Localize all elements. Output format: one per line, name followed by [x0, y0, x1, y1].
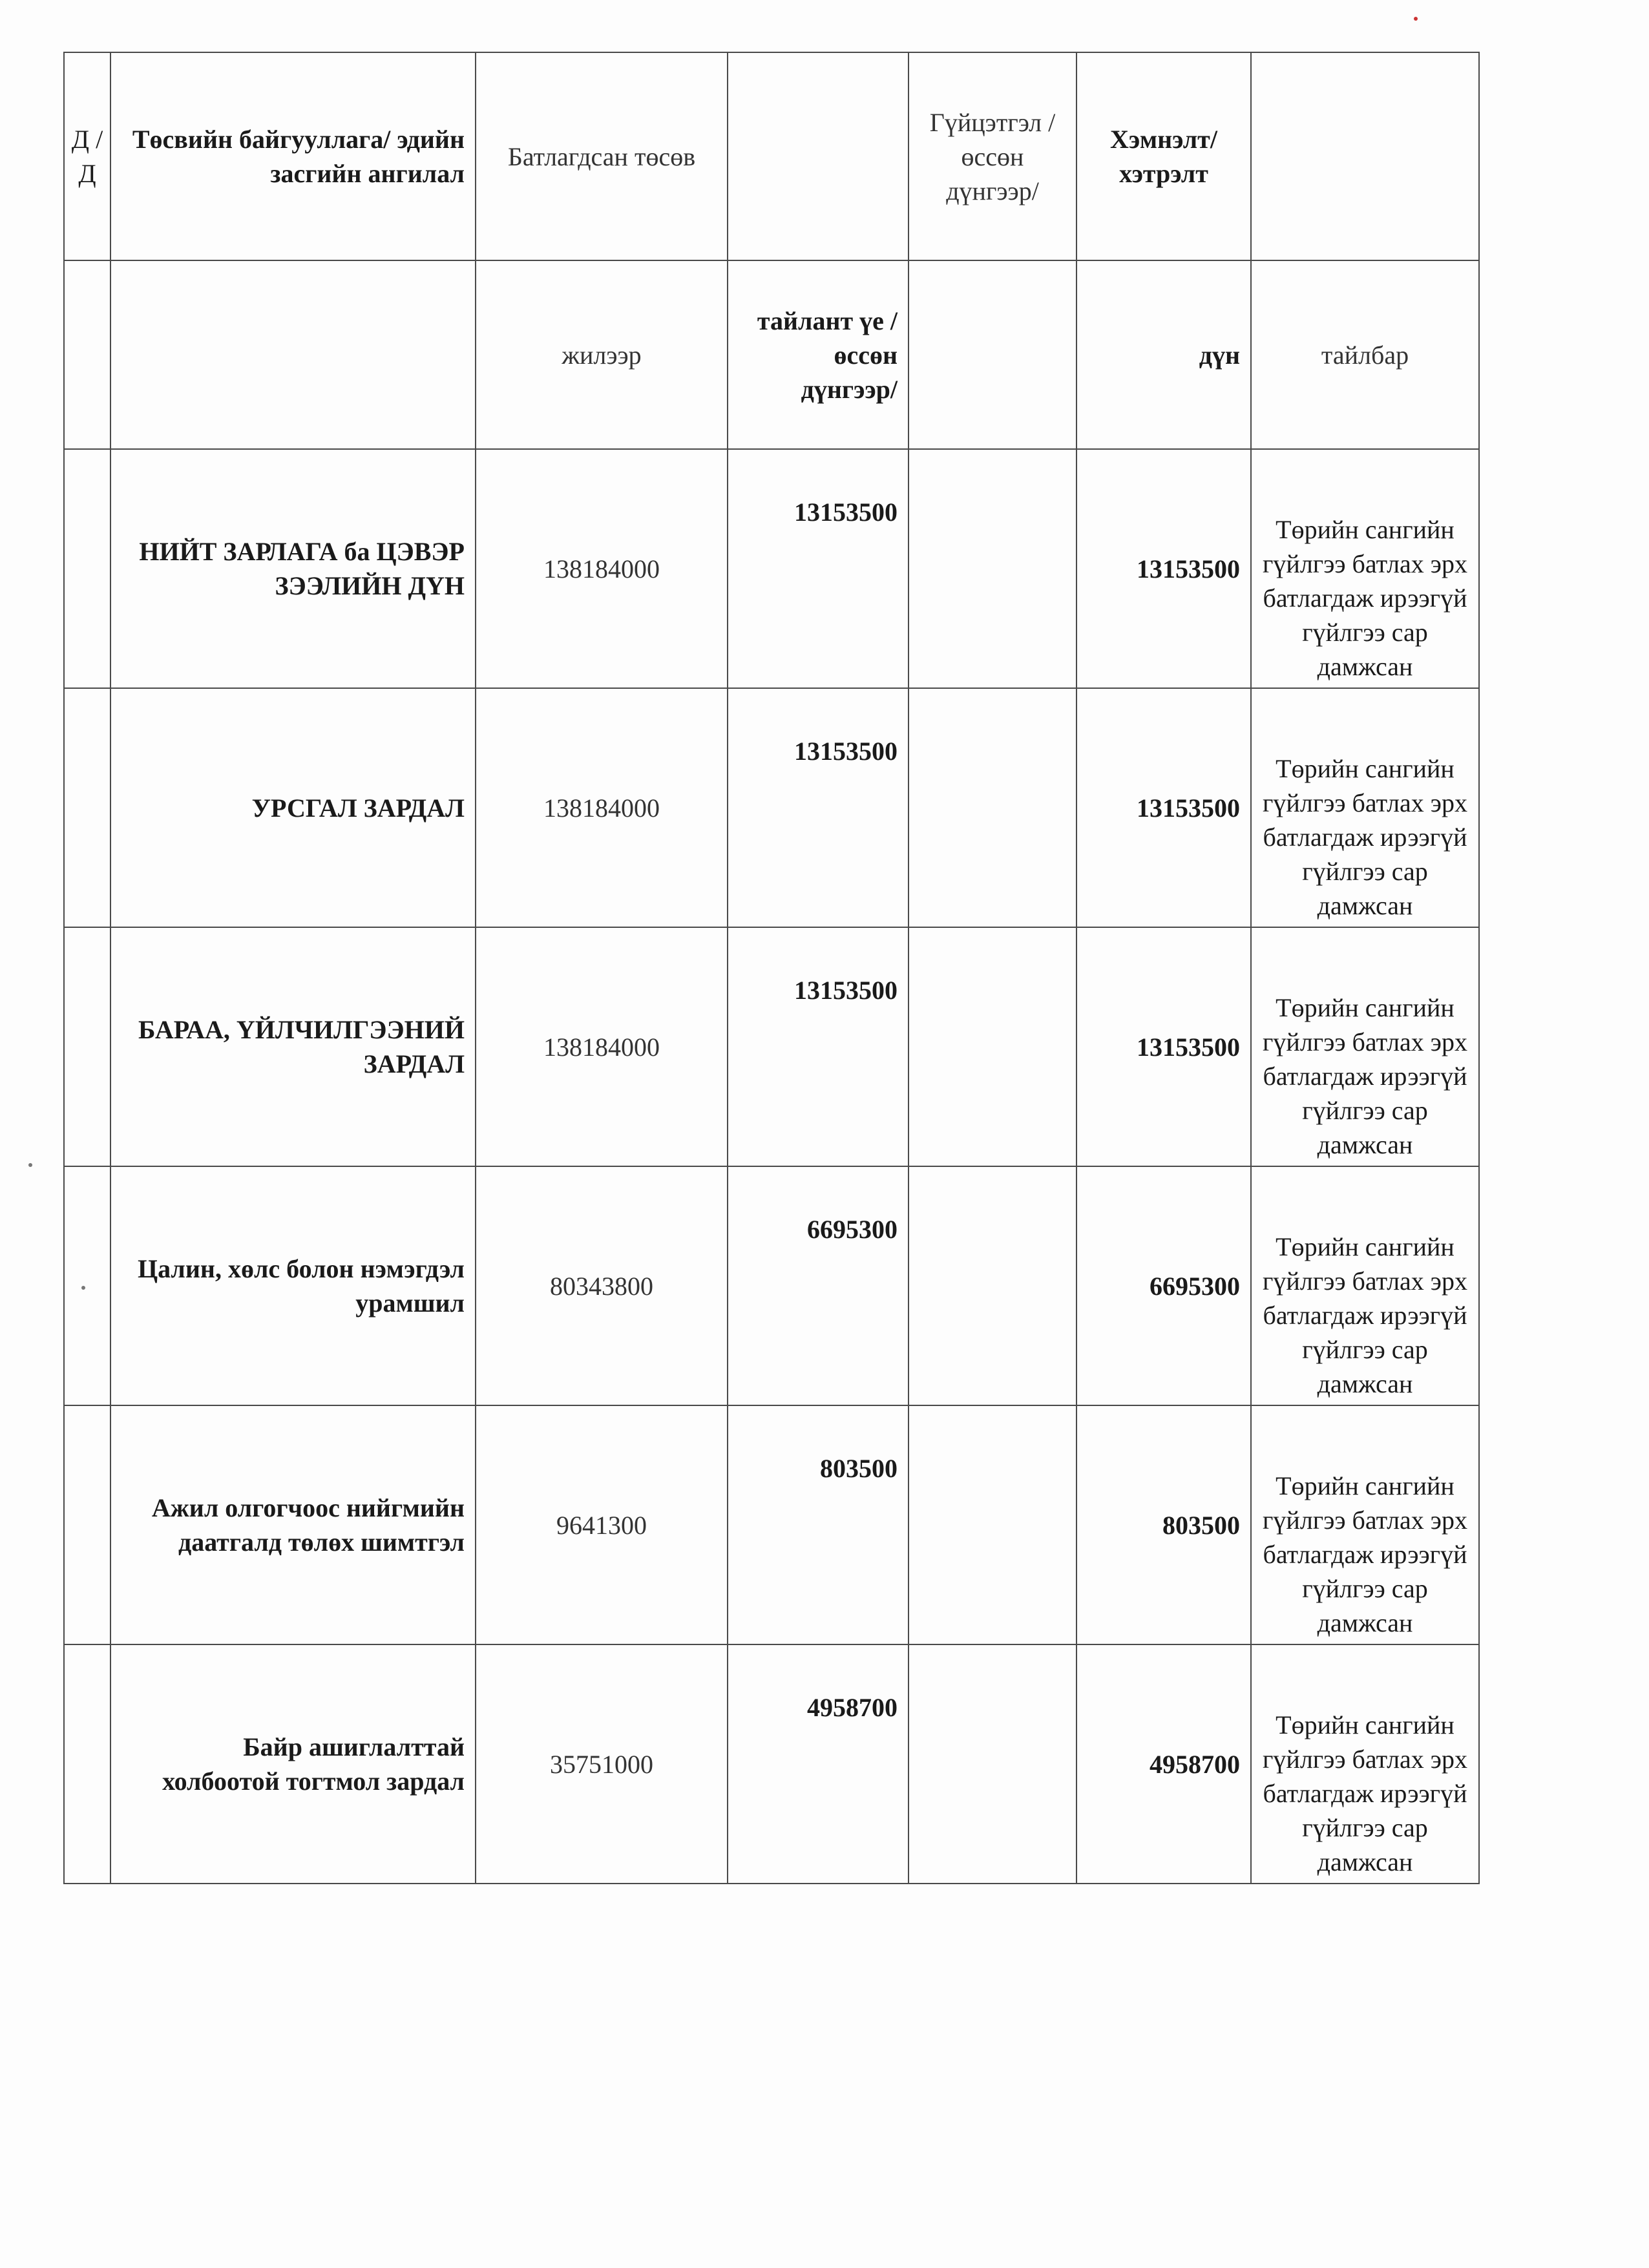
header-row-2 — [64, 260, 1479, 449]
row-performance — [909, 1644, 1077, 1884]
table-row — [64, 1166, 1479, 1405]
header-period: тайлант үе /өссөн дүнгээр/ — [728, 260, 909, 449]
row-index — [64, 688, 110, 927]
table-row — [64, 1405, 1479, 1644]
scan-speck — [28, 1163, 32, 1167]
row-index — [64, 927, 110, 1166]
row-name: НИЙТ ЗАРЛАГА ба ЦЭВЭР ЗЭЭЛИЙН ДҮН — [110, 449, 476, 688]
table-row — [64, 1644, 1479, 1884]
row-name: Ажил олгогчоос нийгмийн даатгалд төлөх шимтгэл — [110, 1405, 476, 1644]
row-amount: 6695300 — [1077, 1166, 1251, 1405]
row-performance — [909, 1405, 1077, 1644]
table-row — [64, 688, 1479, 927]
row-note: Төрийн сангийн гүйлгээ батлах эрх батлагдаж ирээгүй гүйлгээ сар дамжсан — [1251, 1405, 1479, 1644]
row-amount: 13153500 — [1077, 688, 1251, 927]
row-performance — [909, 449, 1077, 688]
row-index — [64, 1405, 110, 1644]
row-amount: 13153500 — [1077, 449, 1251, 688]
row-note: Төрийн сангийн гүйлгээ батлах эрх батлагдаж ирээгүй гүйлгээ сар дамжсан — [1251, 688, 1479, 927]
row-annual: 80343800 — [476, 1166, 728, 1405]
row-name: БАРАА, ҮЙЛЧИЛГЭЭНИЙ ЗАРДАЛ — [110, 927, 476, 1166]
header-empty-4 — [110, 260, 476, 449]
header-empty-5 — [909, 260, 1077, 449]
row-period: 803500 — [728, 1405, 909, 1644]
row-period: 6695300 — [728, 1166, 909, 1405]
header-empty-1 — [728, 52, 909, 260]
budget-sheet — [63, 52, 1478, 1884]
header-empty-2 — [1251, 52, 1479, 260]
header-dd: Д / Д — [64, 52, 110, 260]
row-period: 4958700 — [728, 1644, 909, 1884]
row-note: Төрийн сангийн гүйлгээ батлах эрх батлагдаж ирээгүй гүйлгээ сар дамжсан — [1251, 927, 1479, 1166]
row-note: Төрийн сангийн гүйлгээ батлах эрх батлагдаж ирээгүй гүйлгээ сар дамжсан — [1251, 1166, 1479, 1405]
row-index — [64, 1644, 110, 1884]
header-performance: Гүйцэтгэл /өссөн дүнгээр/ — [909, 52, 1077, 260]
row-period: 13153500 — [728, 688, 909, 927]
row-index — [64, 1166, 110, 1405]
row-name: Байр ашиглалттай холбоотой тогтмол зардал — [110, 1644, 476, 1884]
row-performance — [909, 688, 1077, 927]
row-annual: 138184000 — [476, 688, 728, 927]
row-name: УРСГАЛ ЗАРДАЛ — [110, 688, 476, 927]
row-name: Цалин, хөлс болон нэмэгдэл урамшил — [110, 1166, 476, 1405]
header-saving: Хэмнэлт/ хэтрэлт — [1077, 52, 1251, 260]
row-annual: 9641300 — [476, 1405, 728, 1644]
header-amount: дүн — [1077, 260, 1251, 449]
row-period: 13153500 — [728, 927, 909, 1166]
header-annual: жилээр — [476, 260, 728, 449]
budget-table — [63, 52, 1480, 1884]
row-annual: 35751000 — [476, 1644, 728, 1884]
row-annual: 138184000 — [476, 449, 728, 688]
header-approved: Батлагдсан төсөв — [476, 52, 728, 260]
row-note: Төрийн сангийн гүйлгээ батлах эрх батлагдаж ирээгүй гүйлгээ сар дамжсан — [1251, 449, 1479, 688]
scan-speck — [81, 1286, 85, 1290]
row-amount: 4958700 — [1077, 1644, 1251, 1884]
header-remark: тайлбар — [1251, 260, 1479, 449]
row-index — [64, 449, 110, 688]
header-empty-3 — [64, 260, 110, 449]
row-note: Төрийн сангийн гүйлгээ батлах эрх батлагдаж ирээгүй гүйлгээ сар дамжсан — [1251, 1644, 1479, 1884]
row-performance — [909, 1166, 1077, 1405]
row-period: 13153500 — [728, 449, 909, 688]
scan-speck — [1414, 17, 1418, 21]
row-amount: 13153500 — [1077, 927, 1251, 1166]
header-row-1 — [64, 52, 1479, 260]
table-row — [64, 449, 1479, 688]
row-annual: 138184000 — [476, 927, 728, 1166]
row-performance — [909, 927, 1077, 1166]
header-org: Төсвийн байгууллага/ эдийн засгийн ангилал — [110, 52, 476, 260]
table-row — [64, 927, 1479, 1166]
row-amount: 803500 — [1077, 1405, 1251, 1644]
